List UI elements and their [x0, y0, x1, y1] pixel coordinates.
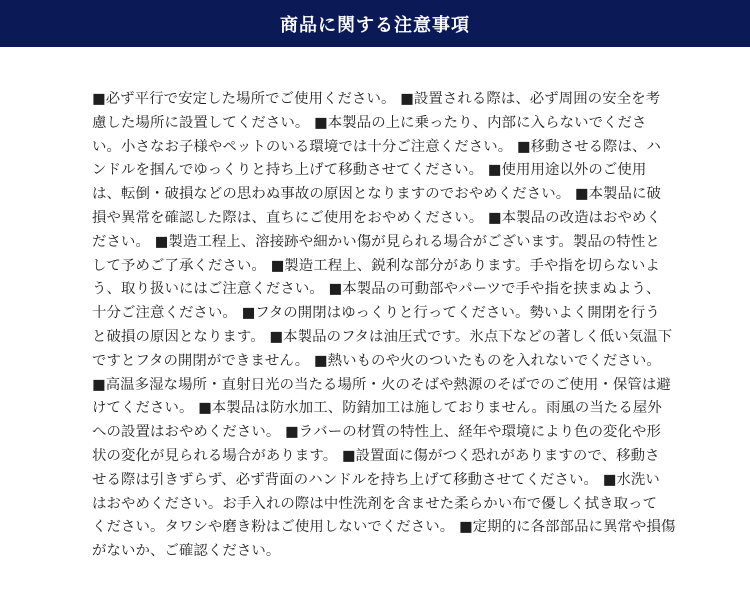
note-line: ですとフタの開閉ができません。 ■熱いものや火のついたものを入れないでください。 — [92, 352, 661, 369]
note-line: ■高温多湿な場所・直射日光の当たる場所・火のそばや熱源のそばでのご使用・保管は避 — [92, 376, 671, 393]
note-line: けてください。 ■本製品は防水加工、防錆加工は施しておりません。雨風の当たる屋外 — [92, 400, 662, 417]
note-line: がないか、ご確認ください。 — [92, 543, 281, 560]
caution-notes — [92, 88, 676, 564]
note-line: ■必ず平行で安定した場所でご使用ください。 ■設置される際は、必ず周囲の安全を考 — [92, 91, 661, 107]
note-line: い。小さなお子様やペットのいる環境では十分ご注意ください。 ■移動させる際は、ハ — [92, 138, 662, 155]
note-line: と破損の原因となります。 ■本製品のフタは油圧式です。氷点下などの著しく低い気温下 — [92, 328, 673, 345]
note-line: ください。タワシや磨き粉はご使用しないでください。 ■定期的に各部部品に異常や損傷 — [92, 519, 676, 536]
note-line: 十分ご注意ください。 ■フタの開閉はゆっくりと行ってください。勢いよく開閉を行う — [92, 305, 660, 322]
note-line: への設置はおやめください。 ■ラバーの材質の特性上、経年や環境により色の変化や形 — [92, 424, 662, 441]
note-line: ンドルを掴んでゆっくりと持ち上げて移動させてください。 ■使用用途以外のご使用 — [92, 162, 647, 179]
note-line: は、転倒・破損などの思わぬ事故の原因となりますのでおやめください。 ■本製品に破 — [92, 186, 662, 203]
page-title: 商品に関する注意事項 — [280, 14, 470, 36]
note-line: ださい。 ■製造工程上、溶接跡や細かい傷が見られる場合がございます。製品の特性と — [92, 233, 660, 250]
note-line: はおやめください。お手入れの際は中性洗剤を含ませた柔らかい布で優しく拭き取って — [92, 495, 658, 512]
note-line: 慮した場所に設置してください。 ■本製品の上に乗ったり、内部に入らないでくださ — [92, 114, 647, 131]
note-line: 状の変化が見られる場合があります。 ■設置面に傷がつく恐れがありますので、移動さ — [92, 447, 660, 464]
header-banner — [0, 0, 750, 47]
note-line: せる際は引きずらず、必ず背面のハンドルを持ち上げて移動させてください。 ■水洗い — [92, 471, 660, 488]
note-line: う、取り扱いにはご注意ください。 ■本製品の可動部やパーツで手や指を挟まぬよう、 — [92, 281, 661, 298]
note-line: 損や異常を確認した際は、直ちにご使用をおやめください。 ■本製品の改造はおやめく — [92, 209, 662, 226]
note-line: して予めご了承ください。 ■製造工程上、鋭利な部分があります。手や指を切らないよ — [92, 257, 660, 274]
